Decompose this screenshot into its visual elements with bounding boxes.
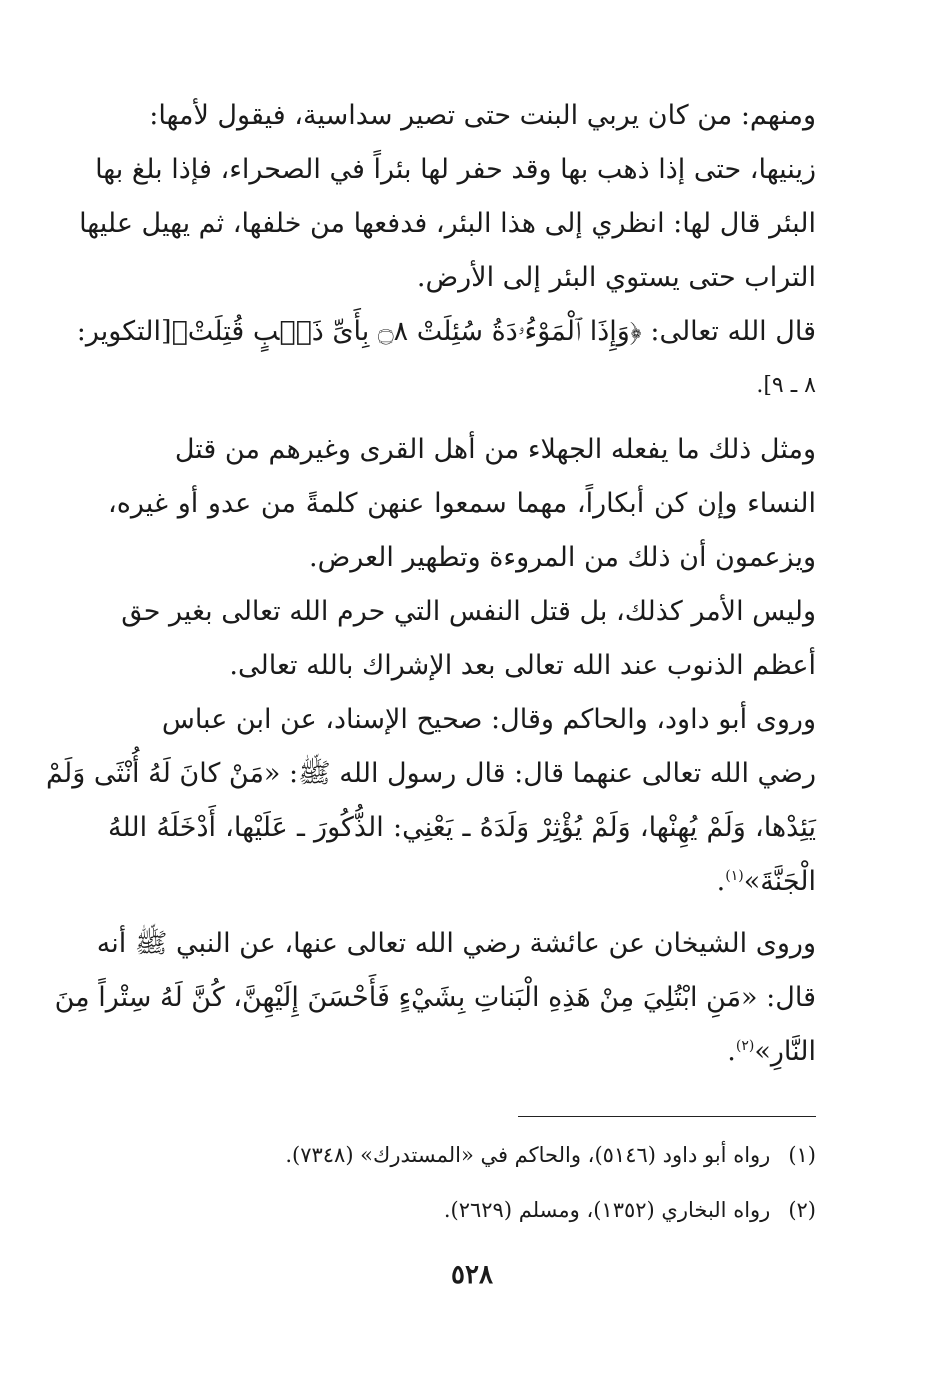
body-line: ويزعمون أن ذلك من المروءة وتطهير العرض. xyxy=(309,542,816,573)
footnote-number: (٢) xyxy=(788,1198,816,1222)
page-number: ٥٢٨ xyxy=(451,1260,493,1290)
body-line: التراب حتى يستوي البئر إلى الأرض. xyxy=(416,262,816,293)
quran-verse-line: قال الله تعالى: ﴿وَإِذَا ٱلْمَوْءُۥدَةُ سُئِلَتْ ۝٨ بِأَىِّ ذَنۢبٍ قُتِلَتْ﴾[التكوير: xyxy=(76,316,816,347)
body-line: البئر قال لها: انظري إلى هذا البئر، فدفعها من خلفها، ثم يهيل عليها xyxy=(79,208,816,239)
footnote xyxy=(444,1195,816,1225)
footnote-ref: (٢) xyxy=(735,1038,755,1054)
footnote-number: (١) xyxy=(788,1143,816,1167)
footnote-text: رواه البخاري (١٣٥٢)، ومسلم (٢٦٢٩). xyxy=(443,1198,771,1222)
body-line: ومثل ذلك ما يفعله الجهلاء من أهل القرى وغيرهم من قتل xyxy=(174,434,816,465)
sentence-end: . xyxy=(727,1036,736,1067)
body-line: وروى الشيخان عن عائشة رضي الله تعالى عنها، عن النبي ﷺ أنه xyxy=(96,928,816,959)
body-line: النساء وإن كن أبكاراً، مهما سمعوا عنهن كلمةً من عدو أو غيره، xyxy=(108,488,816,519)
sentence-end: . xyxy=(716,866,726,897)
hadith-line xyxy=(108,862,816,902)
body-line: وليس الأمر كذلك، بل قتل النفس التي حرم الله تعالى بغير حق xyxy=(121,596,816,627)
hadith-line: يَئِدْها، وَلَمْ يُهِنْها، وَلَمْ يُؤْثِرْ وَلَدَهُ ـ يَعْنِي: الذُّكُورَ ـ عَلَيْها، أَدْخَلَهُ اللهُ xyxy=(108,812,816,843)
footnote-text: رواه أبو داود (٥١٤٦)، والحاكم في «المستدرك» (٧٣٤٨). xyxy=(285,1143,771,1167)
body-line: زينيها، حتى إذا ذهب بها وقد حفر لها بئراً في الصحراء، فإذا بلغ بها xyxy=(95,154,816,185)
body-line: أعظم الذنوب عند الله تعالى بعد الإشراك بالله تعالى. xyxy=(229,650,816,681)
footnote-ref: (١) xyxy=(725,868,744,884)
hadith-text: النَّارِ» xyxy=(754,1036,816,1067)
footnote xyxy=(285,1140,816,1170)
hadith-line: قال: «مَنِ ابْتُلِيَ مِنْ هَذِهِ الْبَناتِ بِشَيْءٍ فَأَحْسَنَ إِلَيْهِنَّ، كُنَّ لَهُ سِتْراً مِنَ xyxy=(54,982,816,1013)
footnote-separator xyxy=(518,1116,816,1117)
hadith-line xyxy=(108,1032,816,1072)
body-line: وروى أبو داود، والحاكم وقال: صحيح الإسناد، عن ابن عباس xyxy=(161,704,816,735)
body-line: ومنهم: من كان يربي البنت حتى تصير سداسية، فيقول لأمها: xyxy=(149,100,816,131)
hadith-text: الْجَنَّةَ» xyxy=(743,866,816,897)
verse-reference: ٨ ـ ٩]. xyxy=(756,373,816,398)
hadith-line: رضي الله تعالى عنهما قال: قال رسول الله ﷺ: «مَنْ كانَ لَهُ أُنْثَى وَلَمْ xyxy=(46,758,816,789)
